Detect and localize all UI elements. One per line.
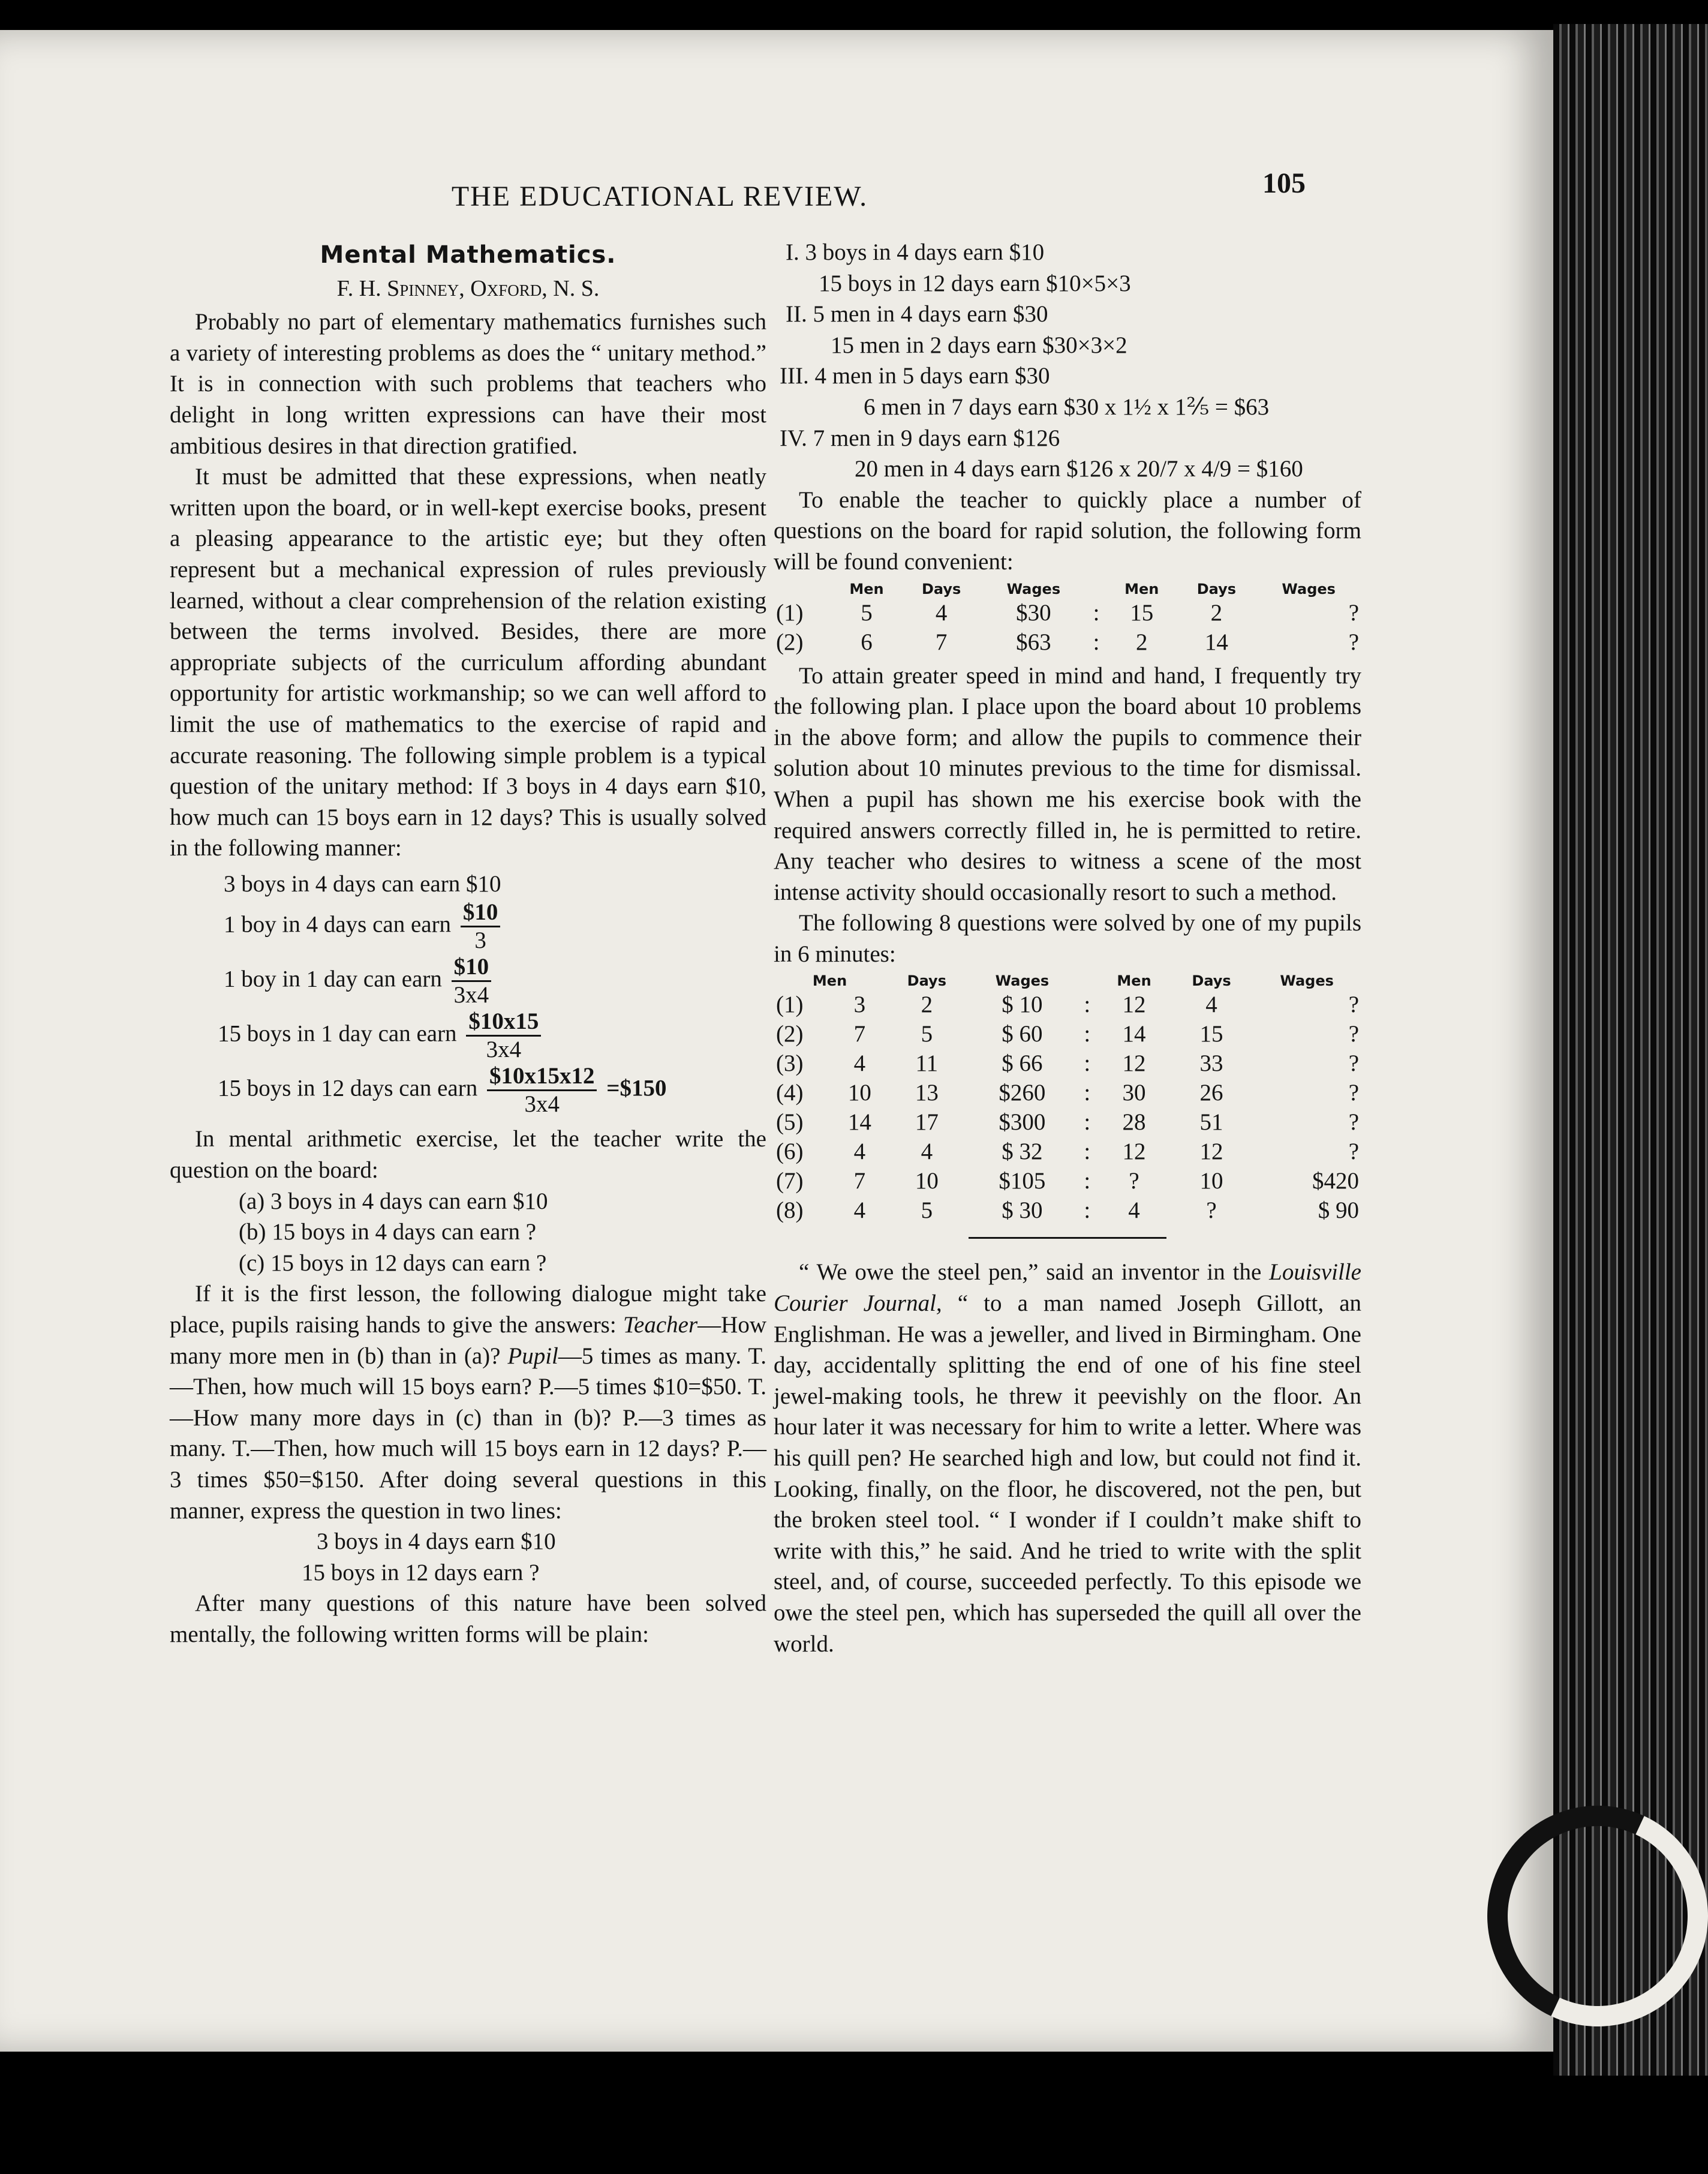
cell: : — [1084, 1168, 1091, 1194]
cell: : — [1084, 1197, 1091, 1224]
solution-line-5 — [170, 1063, 766, 1118]
paragraph-7: To attain greater speed in mind and hand, I frequently try the following plan. I place upon the board about 10 problems in the above form; and allow the pupils to commence their solution about 10 minutes previous to the time for dismissal. When a pupil has shown me his exercise book with the required answers correctly filled in, he is permitted to retire. Any teacher who desires to witness a scene of the most intense activity should occasionally resort to such a method. — [774, 662, 1361, 905]
cell: : — [1093, 599, 1100, 626]
cell: ? — [1348, 1139, 1359, 1165]
cell: 7 — [935, 629, 948, 655]
table-row — [774, 1049, 1361, 1078]
cell: 12 — [1122, 1139, 1146, 1165]
header-wages: Wages — [995, 972, 1050, 990]
row-number: (1) — [776, 599, 804, 626]
steel-pen-text-b: “ to a man named Joseph Gillott, an Englishman. He was a jeweller, and lived in Birmingham. One day, accidentally splitting the end of one of his fine steel jewel-making tools, he threw it peevishly on the floor. An hour later it was necessary for him to write a letter. Where was his quill pen? He searched high and low, but could not find it. Looking, finally, on the floor, he discovered, not the pen, but the broken steel tool. “ I wonder if I couldn’t make shift to write with this,” he said. And he tried to write with the split steel, and, of course, succeeded perfectly. To this episode we owe the steel pen, which has superseded the quill all over the world. — [774, 1290, 1362, 1657]
cell: ? — [1348, 992, 1359, 1018]
paragraph-1: Probably no part of elementary mathematics furnishes such a variety of interesting problems as does the “ unitary method.” It is in connection with such problems that teachers who delight in long written expressions can have their most ambitious desires in that direction gratified. — [170, 309, 766, 459]
cell: : — [1084, 1080, 1091, 1106]
table-row — [774, 598, 1361, 627]
table-row — [774, 1078, 1361, 1107]
cell: 7 — [853, 1168, 866, 1194]
row-number: (4) — [776, 1080, 804, 1106]
cell: ? — [1129, 1168, 1139, 1194]
row-number: (7) — [776, 1168, 804, 1194]
form-II-line-2: 15 men in 2 days earn $30×3×2 — [831, 332, 1127, 358]
table-row — [774, 1107, 1361, 1137]
cell: 28 — [1122, 1109, 1146, 1136]
cell: 15 — [1199, 1021, 1223, 1047]
cell: : — [1084, 1109, 1091, 1136]
form-II-line-1: II. 5 men in 4 days earn $30 — [786, 301, 1048, 328]
form-table — [774, 580, 1361, 657]
cell: 33 — [1199, 1050, 1223, 1077]
fraction-numerator: $10x15 — [466, 1008, 541, 1037]
article-title: Mental Mathematics. — [320, 241, 617, 269]
form-III-line-1: III. 4 men in 5 days earn $30 — [780, 363, 1050, 389]
two-line-question-2: 15 boys in 12 days earn ? — [302, 1559, 540, 1586]
table-row — [774, 990, 1361, 1019]
question-b: (b) 15 boys in 4 days can earn ? — [239, 1219, 537, 1245]
newspaper-name: Louisville Courier Journal, — [774, 1259, 1361, 1317]
cell: 11 — [915, 1050, 939, 1077]
cell: 7 — [853, 1021, 866, 1047]
table-row — [774, 1019, 1361, 1049]
cell: 17 — [915, 1109, 939, 1136]
cell: : — [1084, 1021, 1091, 1047]
cell: 4 — [1205, 992, 1217, 1018]
table-row — [774, 627, 1361, 657]
paragraph-2: It must be admitted that these expressions, when neatly written upon the board, or in well-kept exercise books, present a pleasing appearance to the artistic eye; but they often represent but a mechanical expression of rules previously learned, without a clear comprehension of the relation existing between the terms involved. Besides, there are more appropriate subjects of the curriculum affording abundant opportunity for artistic workmanship; so we can well afford to limit the use of mathematics to the exercise of rapid and accurate reasoning. The following simple problem is a typical question of the unitary method: If 3 boys in 4 days earn $10, how much can 15 boys earn in 12 days? This is usually solved in the following manner: — [170, 464, 766, 861]
cell: 5 — [921, 1197, 933, 1224]
steel-pen-text-a: “ We owe the steel pen,” said an inventor in the — [799, 1259, 1262, 1286]
solution-result: =$150 — [606, 1075, 667, 1101]
paragraph-4 — [170, 1278, 766, 1526]
paragraph-6: To enable the teacher to quickly place a number of questions on the board for rapid solution, the following form will be found convenient: — [774, 487, 1361, 575]
cell: 3 — [853, 992, 866, 1018]
table-row — [774, 1137, 1361, 1166]
right-column — [774, 237, 1361, 1659]
cell: 10 — [1199, 1168, 1223, 1194]
table-row — [774, 1166, 1361, 1196]
solution-line-5-text: 15 boys in 12 days can earn — [218, 1075, 478, 1101]
book-spine — [1553, 24, 1708, 2076]
cell: : — [1084, 1050, 1091, 1077]
question-c: (c) 15 boys in 12 days can earn ? — [239, 1250, 547, 1276]
cell: 15 — [1130, 599, 1154, 626]
cell: 14 — [1204, 629, 1228, 655]
header-wages: Wages — [1006, 580, 1061, 597]
section-divider — [969, 1237, 1166, 1239]
cell: 12 — [1122, 992, 1146, 1018]
header-days: Days — [1196, 580, 1237, 597]
row-number: (1) — [776, 992, 804, 1018]
paragraph-4-text-a: If it is the first lesson, the following dialogue might take place, pupils raising hands to give the answers: — [170, 1281, 766, 1338]
cell: ? — [1348, 1050, 1359, 1077]
paragraph-3: In mental arithmetic exercise, let the teacher write the question on the board: — [170, 1126, 766, 1184]
cell: $30 — [1016, 599, 1051, 626]
paragraph-4-text-b: —How many more men in (b) than in (a)? — [170, 1312, 766, 1369]
cell: 12 — [1199, 1139, 1223, 1165]
cell: 4 — [935, 599, 948, 626]
header-days: Days — [921, 580, 961, 597]
cell: : — [1093, 629, 1100, 655]
cell: 2 — [1210, 599, 1223, 626]
solution-line-1: 3 boys in 4 days can earn $10 — [224, 870, 501, 897]
table-header-row — [774, 972, 1361, 990]
steel-pen-paragraph — [774, 1257, 1361, 1659]
cell: 4 — [921, 1139, 933, 1165]
table-row — [774, 1196, 1361, 1225]
cell: 30 — [1122, 1080, 1146, 1106]
solution-line-3-text: 1 boy in 1 day can earn — [224, 966, 442, 992]
cell: 4 — [853, 1197, 866, 1224]
left-column — [170, 240, 766, 1650]
cell: ? — [1348, 629, 1359, 655]
cell: ? — [1348, 1021, 1359, 1047]
cell: 2 — [1135, 629, 1148, 655]
paragraph-8: The following 8 questions were solved by one of my pupils in 6 minutes: — [774, 910, 1361, 967]
header-men: Men — [849, 580, 884, 597]
header-men: Men — [1124, 580, 1159, 597]
solved-questions-table — [774, 972, 1361, 1225]
cell: : — [1084, 992, 1091, 1018]
cell: 26 — [1199, 1080, 1223, 1106]
row-number: (8) — [776, 1197, 804, 1224]
row-number: (6) — [776, 1139, 804, 1165]
cell: 13 — [915, 1080, 939, 1106]
form-IV-line-1: IV. 7 men in 9 days earn $126 — [780, 425, 1060, 451]
header-men: Men — [812, 972, 847, 990]
form-I-line-1: I. 3 boys in 4 days earn $10 — [786, 239, 1045, 265]
cell: 12 — [1122, 1050, 1146, 1077]
paragraph-5: After many questions of this nature have been solved mentally, the following written forms will be plain: — [170, 1590, 766, 1647]
solution-line-2-text: 1 boy in 4 days can earn — [224, 911, 452, 938]
cell: ? — [1348, 1109, 1359, 1136]
cell: $260 — [999, 1080, 1046, 1106]
form-III-line-2: 6 men in 7 days earn $30 x 1½ x 1⅖ = $63 — [864, 394, 1270, 420]
cell: $ 66 — [1002, 1050, 1043, 1077]
paragraph-4-text-c: —5 times as many. T.—Then, how much will 15 boys earn? P.—5 times $10=$50. T.—How many more days in (c) than in (b)? P.—3 times as many. T.—Then, how much will 15 boys earn in 12 days? P.—3 times $50=$150. After doing several questions in this manner, express the question in two lines: — [170, 1343, 766, 1524]
page-number: 105 — [1262, 167, 1306, 199]
cell: 51 — [1199, 1109, 1223, 1136]
cell: $ 60 — [1002, 1021, 1043, 1047]
cell: 4 — [853, 1050, 866, 1077]
cell: $105 — [999, 1168, 1046, 1194]
cell: 10 — [847, 1080, 871, 1106]
written-forms — [774, 237, 1361, 485]
fraction-denominator: 3x4 — [453, 982, 489, 1008]
fraction — [452, 954, 492, 1008]
solution-line-2 — [170, 899, 766, 954]
cell: : — [1084, 1139, 1091, 1165]
cell: ? — [1206, 1197, 1217, 1224]
cell: ? — [1348, 599, 1359, 626]
cell: 2 — [921, 992, 933, 1018]
cell: 10 — [915, 1168, 939, 1194]
cell: 6 — [861, 629, 873, 655]
cell: ? — [1348, 1080, 1359, 1106]
question-a: (a) 3 boys in 4 days can earn $10 — [239, 1188, 548, 1214]
form-I-line-2: 15 boys in 12 days earn $10×5×3 — [819, 270, 1131, 296]
fraction-numerator: $10x15x12 — [487, 1063, 597, 1091]
form-IV-line-2: 20 men in 4 days earn $126 x 20/7 x 4/9 = $160 — [855, 456, 1303, 482]
article-byline: F. H. Spinney, Oxford, N. S. — [336, 275, 600, 301]
fraction-denominator: 3x4 — [486, 1037, 522, 1063]
cell: $300 — [999, 1109, 1046, 1136]
header-wages: Wages — [1282, 580, 1336, 597]
fraction-denominator: 3 — [474, 927, 486, 954]
table-header-row — [774, 580, 1361, 598]
cell: 5 — [861, 599, 873, 626]
solution-line-4 — [170, 1008, 766, 1063]
cell: $ 30 — [1002, 1197, 1043, 1224]
row-number: (5) — [776, 1109, 804, 1136]
cell: 14 — [1122, 1021, 1146, 1047]
cell: $ 90 — [1318, 1197, 1359, 1224]
row-number: (2) — [776, 629, 804, 655]
running-header: THE EDUCATIONAL REVIEW. — [451, 181, 868, 212]
header-days: Days — [907, 972, 946, 990]
header-wages: Wages — [1280, 972, 1334, 990]
unitary-solution — [170, 869, 766, 1118]
fraction-denominator: 3x4 — [524, 1091, 560, 1118]
solved-questions-body — [774, 990, 1361, 1225]
cell: 4 — [853, 1139, 866, 1165]
teacher-label: Teacher — [623, 1312, 698, 1338]
header-days: Days — [1192, 972, 1231, 990]
fraction-numerator: $10 — [461, 899, 501, 927]
cell: 5 — [921, 1021, 933, 1047]
solution-line-4-text: 15 boys in 1 day can earn — [218, 1020, 457, 1047]
two-line-question-1: 3 boys in 4 days earn $10 — [317, 1529, 556, 1555]
fraction — [466, 1008, 541, 1063]
cell: 4 — [1128, 1197, 1140, 1224]
cell: $ 10 — [1002, 992, 1043, 1018]
row-number: (2) — [776, 1021, 804, 1047]
cell: $420 — [1312, 1168, 1359, 1194]
cell: 14 — [847, 1109, 871, 1136]
row-number: (3) — [776, 1050, 804, 1077]
cell: $ 32 — [1002, 1139, 1043, 1165]
header-men: Men — [1117, 972, 1151, 990]
cell: $63 — [1016, 629, 1051, 655]
fraction-numerator: $10 — [452, 954, 492, 982]
solution-line-3 — [170, 954, 766, 1008]
fraction — [487, 1063, 597, 1118]
pupil-label: Pupil — [507, 1343, 558, 1369]
fraction — [461, 899, 501, 954]
